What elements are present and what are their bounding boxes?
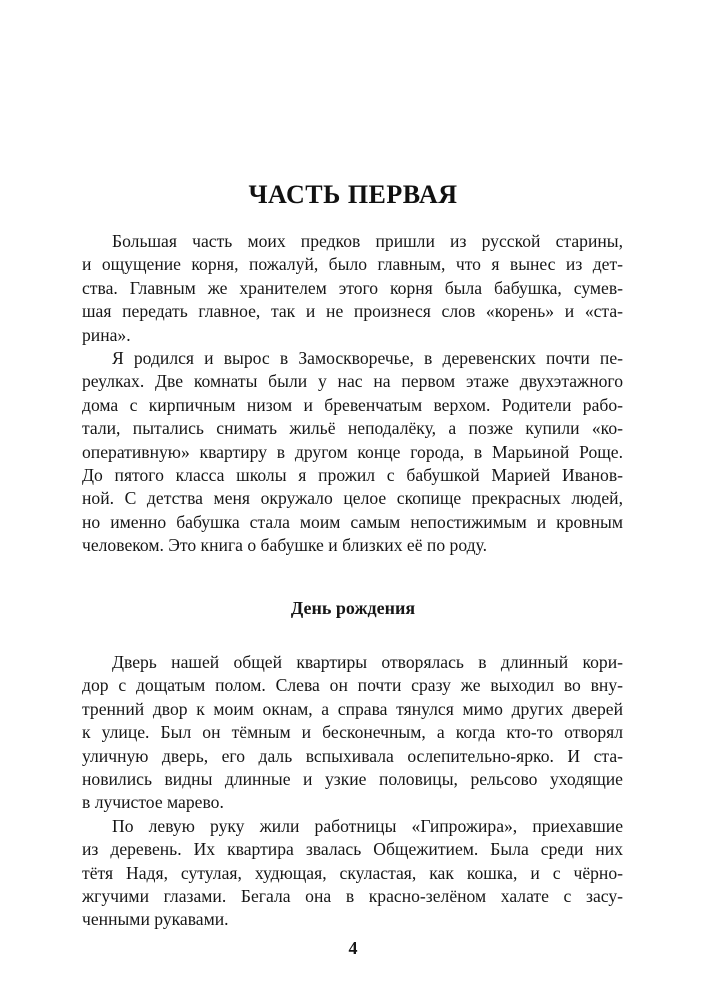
- text-line: реулках. Две комнаты были у нас на первом этаже двухэтажного: [82, 371, 623, 392]
- part-title: ЧАСТЬ ПЕРВАЯ: [248, 180, 458, 209]
- page-number: 4: [348, 938, 358, 958]
- text-line: ченными рукавами.: [82, 909, 229, 930]
- section-text: [82, 651, 623, 932]
- text-line: До пятого класса школы я прожил с бабушкой Марией Иванов-: [82, 464, 623, 485]
- text-line: новились видны длинные и узкие половицы, рельсово уходящие: [82, 768, 623, 789]
- text-line: в лучистое марево.: [82, 792, 224, 813]
- text-line: из деревень. Их квартира звалась Общежитием. Была среди них: [82, 839, 623, 860]
- text-line: ства. Главным же хранителем этого корня была бабушка, сумев-: [82, 277, 623, 298]
- intro-text: [82, 230, 623, 557]
- text-line: но именно бабушка стала моим самым непостижимым и кровным: [82, 511, 623, 532]
- text-line: человеком. Это книга о бабушке и близких её по роду.: [82, 535, 487, 556]
- text-line: тали, пытались снимать жильё неподалёку, а позже купили «ко-: [82, 418, 623, 439]
- section-title: День рождения: [290, 598, 416, 618]
- text-line: уличную дверь, его даль вспыхивала ослепительно-ярко. И ста-: [82, 745, 623, 766]
- text-line: шая передать главное, так и не произнеся слов «корень» и «ста-: [82, 301, 623, 322]
- text-line: Большая часть моих предков пришли из русской старины,: [112, 231, 623, 251]
- text-line: тётя Надя, сутулая, худющая, скуластая, как кошка, и с чёрно-: [82, 862, 623, 883]
- text-line: жгучими глазами. Бегала она в красно-зелёном халате с засу-: [82, 885, 623, 906]
- text-line: дома с кирпичным низом и бревенчатым верхом. Родители рабо-: [82, 394, 623, 415]
- text-line: ной. С детства меня окружало целое скопище прекрасных людей,: [82, 488, 623, 509]
- text-line: По левую руку жили работницы «Гипрожира», приехавшие: [112, 815, 623, 836]
- text-line: к улице. Был он тёмным и бесконечным, а когда кто-то отворял: [82, 722, 623, 743]
- text-line: Я родился и вырос в Замоскворечье, в деревенских почти пе-: [112, 347, 623, 368]
- text-line: дор с дощатым полом. Слева он почти сразу же выходил во вну-: [82, 675, 623, 696]
- text-line: оперативную» квартиру в другом конце города, в Марьиной Роще.: [82, 441, 623, 462]
- text-line: рина».: [82, 324, 131, 345]
- text-line: Дверь нашей общей квартиры отворялась в длинный кори-: [112, 652, 623, 672]
- text-line: тренний двор к моим окнам, а справа тянулся мимо других дверей: [82, 698, 623, 719]
- text-line: и ощущение корня, пожалуй, было главным, что я вынес из дет-: [82, 254, 623, 275]
